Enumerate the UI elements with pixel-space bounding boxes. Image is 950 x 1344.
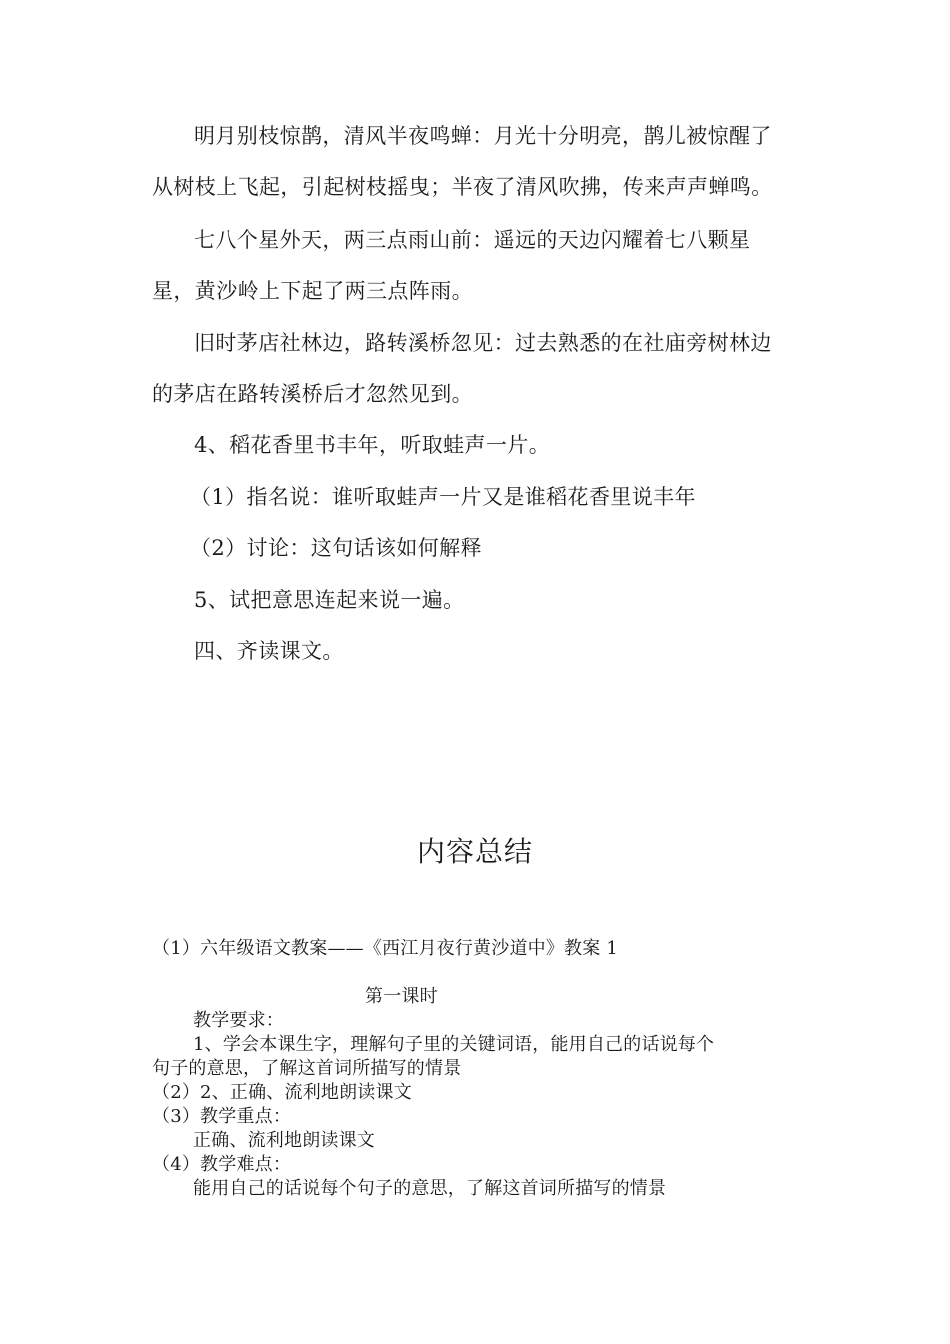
paragraph-line: 旧时茅店社林边，路转溪桥忽见：过去熟悉的在社庙旁树林边	[194, 331, 772, 355]
item-four-read-aloud	[152, 626, 812, 677]
paragraph-line: 明月别枝惊鹊，清风半夜鸣蝉：月光十分明亮，鹊儿被惊醒了	[194, 124, 772, 148]
paragraph-old-inn	[152, 318, 812, 420]
paragraph-line: 星，黄沙岭上下起了两三点阵雨。	[152, 279, 473, 303]
summary-line-4: （4）教学难点：	[152, 1154, 292, 1175]
paragraph-line: 从树枝上飞起，引起树枝摇曳；半夜了清风吹拂，传来声声蝉鸣。	[152, 175, 773, 199]
summary-line-3: （3）教学重点：	[152, 1106, 292, 1127]
item-5	[152, 575, 812, 626]
summary-line-requirements: 教学要求：	[193, 1010, 284, 1031]
item-4-2	[152, 523, 812, 574]
paragraph-line: 七八个星外天，两三点雨山前：遥远的天边闪耀着七八颗星	[194, 228, 751, 252]
paragraph-line: （1）指名说：谁听取蛙声一片又是谁稻花香里说丰年	[190, 485, 696, 509]
paragraph-stars-rain	[152, 215, 812, 317]
summary-line-req1b: 句子的意思，了解这首词所描写的情景	[152, 1058, 462, 1079]
paragraph-line: （2）讨论：这句话该如何解释	[190, 536, 482, 560]
paragraph-line: 4、稻花香里书丰年，听取蛙声一片。	[194, 433, 551, 457]
summary-line-title: （1）六年级语文教案——《西江月夜行黄沙道中》教案 1	[152, 938, 619, 959]
paragraph-moon-magpie	[152, 111, 812, 213]
paragraph-line: 5、试把意思连起来说一遍。	[194, 588, 465, 612]
item-4-1	[152, 472, 812, 523]
summary-line-lesson: 第一课时	[365, 986, 438, 1007]
paragraph-line: 四、齐读课文。	[194, 639, 344, 663]
section-heading: 内容总结	[416, 835, 533, 868]
summary-line-2: （2）2、正确、流利地朗读课文	[152, 1082, 412, 1103]
paragraph-line: 的茅店在路转溪桥后才忽然见到。	[152, 382, 473, 406]
item-4	[152, 420, 812, 471]
summary-line-difficulty: 能用自己的话说每个句子的意思，了解这首词所描写的情景	[193, 1178, 667, 1199]
summary-line-req1a: 1、学会本课生字，理解句子里的关键词语，能用自己的话说每个	[193, 1034, 715, 1055]
summary-line-key-point: 正确、流利地朗读课文	[193, 1130, 375, 1151]
